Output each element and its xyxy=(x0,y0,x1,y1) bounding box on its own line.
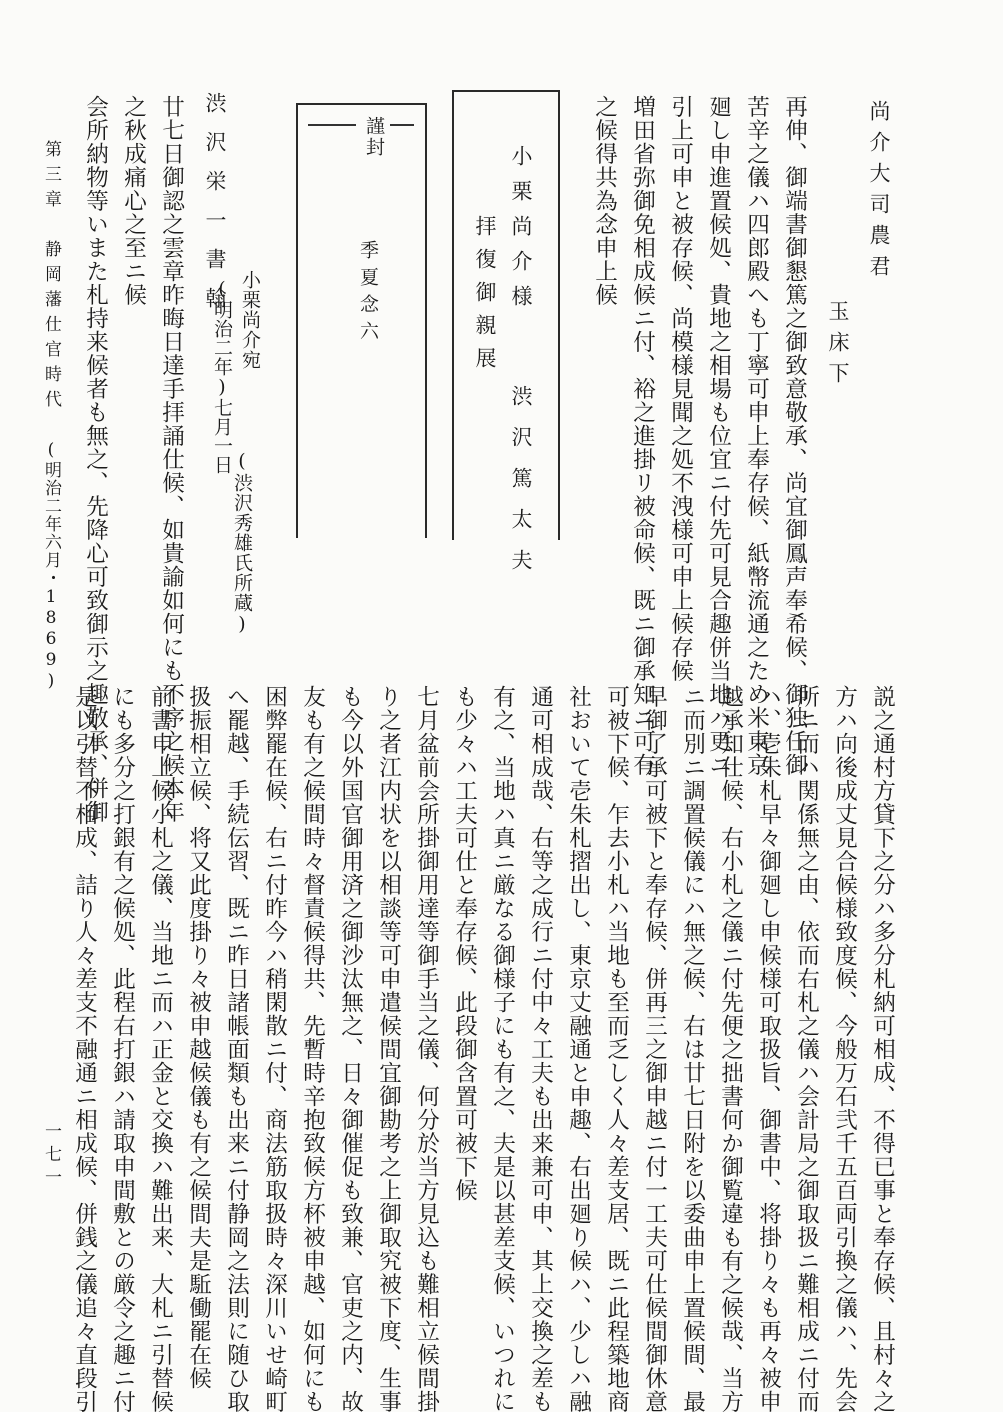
envelope-border xyxy=(558,90,560,540)
text-line: り之者江内状を以相談等可申遣候間宜御勘考之上御取究被下度、生事 xyxy=(375,685,402,1414)
text-line: 方ハ向後成丈見合候様致度候、今般万石弐千五百両引換之儀ハ、先会 xyxy=(831,685,858,1414)
chapter-heading: 第三章 静岡藩仕官時代 xyxy=(41,140,61,415)
text-line: 早御了承可被下と奉存候、併再三之御申越ニ付一工夫可仕候間御休意 xyxy=(641,685,668,1414)
text-line: も今以外国官御用済之御沙汰無之、日々御催促も致兼、官吏之内、故 xyxy=(337,685,364,1414)
text-line: 友も有之候間時々督責候得共、先暫時辛抱致候方杯被申越、如何にも xyxy=(299,685,326,1414)
envelope-sealed: 謹封 xyxy=(363,116,385,158)
text-line: 引上可申と被存候、尚模様見聞之処不洩様可申上候存候 xyxy=(667,95,694,683)
letter-title: 渋沢栄一書翰 xyxy=(203,92,227,326)
envelope-sender: 渋沢篤太夫 xyxy=(509,385,533,590)
address-line-2: 玉床下 xyxy=(826,300,850,393)
envelope-border xyxy=(452,90,454,540)
seal-line xyxy=(308,124,356,126)
text-line: へ罷越、手続伝習、既ニ昨日諸帳面類も出来ニ付静岡之法則に随ひ取 xyxy=(223,685,250,1414)
text-line: 前書申上候小札之儀、当地ニ而ハ正金と交換ハ難出来、大札ニ引替候 xyxy=(147,685,174,1414)
envelope-subtitle: 拝復御親展 xyxy=(473,215,497,380)
envelope-back-border xyxy=(296,103,298,538)
envelope-back-border xyxy=(425,103,427,538)
letter-date: (明治二年)七月一日 xyxy=(211,278,233,474)
letter-recipient: 小栗尚介宛 xyxy=(239,270,261,370)
text-line: 是以引替不相成、詰り人々差支不融通ニ相成候、併銭之儀追々直段引 xyxy=(71,685,98,1414)
text-line: 之候得共為念申上候 xyxy=(591,95,618,307)
envelope-border xyxy=(452,90,559,92)
text-line: 苦辛之儀ハ四郎殿へも丁寧可申上奉存候、紙幣流通之ため米東京 xyxy=(743,95,770,777)
seal-line xyxy=(390,124,414,126)
text-line: 扱振相立候、将又此度掛り々被申越候儀も有之候間夫是駈働罷在候 xyxy=(185,685,212,1390)
address-line-1: 尚介大司農君 xyxy=(867,100,891,286)
text-line: 困弊罷在候、右ニ付昨今ハ稍閑散ニ付、商法筋取扱時々深川いせ崎町 xyxy=(261,685,288,1414)
text-line: 有之、当地ハ真ニ厳なる御様子にも有之、夫是以甚差支候、いつれに xyxy=(489,685,516,1414)
letter-source: (渋沢秀雄氏所蔵) xyxy=(231,450,253,636)
text-line: 会所納物等いまた札持来候者も無之、先降心可致御示之趣敬承、併御 xyxy=(82,95,109,824)
text-line: にも多分之打銀有之候処、此程右打銀ハ請取申間敷との厳令之趣ニ付 xyxy=(109,685,136,1414)
text-line: も少々ハ工夫可仕と奉存候、此段御含置可被下候 xyxy=(451,685,478,1202)
text-line: 七月盆前会所掛御用達等御手当之儀、何分於当方見込も難相立候間掛 xyxy=(413,685,440,1414)
envelope-addressee: 小栗尚介様 xyxy=(509,145,533,320)
text-line: 社おいて壱朱札摺出し、東京丈融通と申趣、右出廻り候ハ、少しハ融 xyxy=(565,685,592,1414)
text-line: 通可相成哉、右等之成行ニ付中々工夫も出来兼可申、其上交換之差も xyxy=(527,685,554,1414)
text-line: 説之通村方貸下之分ハ多分札納可相成、不得已事と奉存候、且村々之 xyxy=(869,685,896,1414)
text-line: 増田省弥御免相成候ニ付、裕之進掛リ被命候、既ニ御承知ニ可有 xyxy=(629,95,656,777)
text-line: 可被下候、乍去小札ハ当地も至而乏しく人々差支居、既ニ此程築地商 xyxy=(603,685,630,1414)
text-line: 廻し申進置候処、貴地之相場も位宜ニ付先可見合趣併当地ハ更ニ xyxy=(705,95,732,777)
text-line: 所ニ而ハ関係無之由、依而右札之儀ハ会計局之御取扱ニ難相成ニ付而 xyxy=(793,685,820,1414)
text-line: ハ、壱朱札早々御廻し申候様可取扱旨、御書中、将掛り々も再々被申 xyxy=(755,685,782,1414)
page-number: 一七一 xyxy=(41,1122,61,1191)
envelope-back-border xyxy=(296,103,426,105)
text-line: ニ而別ニ調置候儀にハ無之候、右は廿七日附を以委曲申上置候間、最 xyxy=(679,685,706,1414)
text-line: 越承知仕候、右小札之儀ニ付先便之拙書何か御覧違も有之候哉、当方 xyxy=(717,685,744,1414)
envelope-date: 季夏念六 xyxy=(357,240,379,348)
chapter-date: (明治二年六月・1869) xyxy=(41,440,61,692)
text-line: 廿七日御認之雲章昨晦日達手拝誦仕候、如貴諭如何にも不序之候本年 xyxy=(158,95,185,824)
text-line: 之秋成痛心之至ニ候 xyxy=(120,95,147,307)
text-line: 再伸、御端書御懇篤之御致意敬承、尚宜御鳳声奉希候、御独任御 xyxy=(781,95,808,777)
